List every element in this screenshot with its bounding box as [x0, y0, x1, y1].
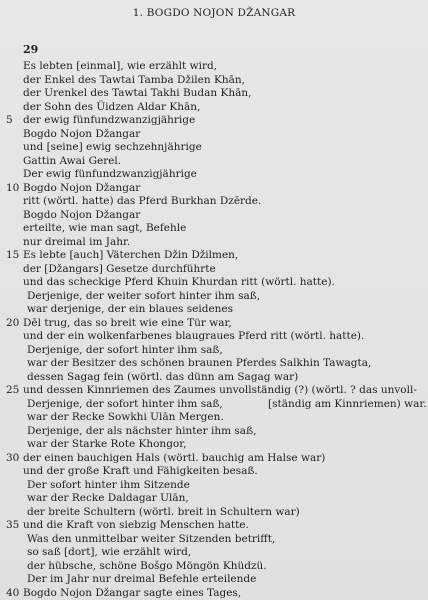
verse-text: Es lebte [auch] Väterchen Džin Džilmen,: [23, 249, 239, 261]
verse-line: [0, 209, 428, 223]
verse-line: [0, 155, 428, 169]
line-number: 10: [6, 181, 20, 194]
verse-text: Gattin Awai Gerel.: [23, 154, 122, 167]
verse-text: Bogdo Nojon Džangar: [23, 208, 141, 221]
verse-line: [0, 438, 428, 452]
verse-text: dessen Sagag fein (wörtl. das dünn am Sagag war): [27, 370, 299, 383]
verse-line: [0, 506, 428, 520]
verse-text: war der Recke Daldagar Ulān,: [27, 492, 189, 504]
line-number: 5: [6, 114, 13, 126]
verse-text: Bogdo Nojon Džangar: [23, 181, 141, 194]
verse-text: Derjenige, der als nächster hinter ihm saß,: [27, 424, 257, 437]
verse-text: und der große Kraft und Fähigkeiten besaß.: [23, 465, 258, 477]
verse-text: der einen bauchigen Hals (wörtl. bauchig am Halse war): [23, 451, 326, 464]
verse-text: Es lebten [einmal], wie erzählt wird,: [23, 60, 218, 72]
verse-line: [0, 384, 428, 398]
line-number: 35: [6, 519, 20, 531]
verse-line: [0, 425, 428, 439]
verse-text: der [Džangars] Gesetze durchführte: [23, 262, 216, 275]
line-number: 30: [6, 451, 20, 464]
verse-line: [0, 249, 428, 263]
verse-line: [0, 236, 428, 250]
verse-text: war derjenige, der ein blaues seidenes: [27, 303, 234, 315]
verse-text: der Urenkel des Tawtai Takhi Budan Khān,: [23, 87, 252, 99]
verse-text: der Sohn des Üidzen Aldar Khān,: [23, 100, 201, 113]
verse-line: [0, 276, 428, 290]
verse-line: [0, 371, 428, 385]
verse-text: Derjenige, der sofort hinter ihm saß,: [27, 343, 223, 356]
verse-text: nur dreimal im Jahr.: [23, 235, 131, 248]
verse-line: [0, 168, 428, 182]
verse-text: so saß [dort], wie erzählt wird,: [27, 546, 192, 558]
verse-line: [0, 222, 428, 236]
verse-line: [0, 533, 428, 547]
verse-text: und [seine] ewig sechzehnjährige: [23, 141, 202, 153]
verse-line: [0, 587, 428, 600]
verse-line: [0, 546, 428, 560]
line-number: 20: [6, 316, 20, 329]
verse-line: [0, 411, 428, 425]
verse-text: der ewig fünfundzwanzigjährige: [23, 114, 196, 126]
line-number: 15: [6, 249, 20, 261]
verse-text: und das scheckige Pferd Khuin Khurdan ritt (wörtl. hatte).: [23, 276, 335, 288]
verse-text: Was den unmittelbar weiter Sitzenden betrifft,: [27, 532, 276, 545]
verse-text: ritt (wörtl. hatte) das Pferd Burkhan Dzērde.: [23, 195, 262, 207]
verse-line: [0, 195, 428, 209]
verse-continuation: [ständig am Kinnriemen) war.: [268, 397, 427, 410]
verse-line: [0, 182, 428, 196]
verse-line: [0, 479, 428, 493]
verse-line: [0, 519, 428, 533]
verse-line: [0, 101, 428, 115]
verse-line: [0, 317, 428, 331]
verse-text: Dēl trug, das so breit wie eine Tür war,: [23, 316, 232, 329]
verse-text: Derjenige, der sofort hinter ihm saß,: [27, 397, 223, 410]
verse-text: der hübsche, schöne Bošgo Möngön Khüdzü.: [27, 559, 267, 572]
verse-line: [0, 573, 428, 587]
verse-text: Der ewig fünfundzwanzigjährige: [23, 168, 197, 180]
verse-text: der Enkel des Tawtai Tamba Džilen Khān,: [23, 73, 245, 86]
verse-text: Bogdo Nojon Džangar: [23, 127, 141, 140]
verse-line: [0, 465, 428, 479]
verse-line: [0, 290, 428, 304]
line-number: 40: [6, 586, 20, 599]
verse-line: [0, 452, 428, 466]
verse-text: und die Kraft von siebzig Menschen hatte.: [23, 519, 249, 531]
verse-line: [0, 128, 428, 142]
verse-text: war der Recke Sowkhi Ulān Mergen.: [27, 411, 224, 423]
verse-text: war der Besitzer des schönen braunen Pferdes Salkhin Tawagta,: [27, 357, 372, 369]
verse-text: der breite Schultern (wörtl. breit in Schultern war): [27, 505, 300, 518]
chapter-heading: 1. BOGDO NOJON DŽANGAR: [132, 7, 296, 19]
verse-text: und der ein wolkenfarbenes blaugraues Pferd ritt (wörtl. hatte).: [23, 330, 365, 342]
verse-line: [0, 263, 428, 277]
line-number: 25: [6, 384, 20, 396]
verse-line: [0, 141, 428, 155]
verse-line: [0, 303, 428, 317]
verse-text: war der Starke Rote Khongor,: [27, 438, 187, 450]
verse-text: Derjenige, der weiter sofort hinter ihm saß,: [27, 289, 261, 302]
verse-line: [0, 114, 428, 128]
verse-text: Der im Jahr nur dreimal Befehle erteilende: [27, 573, 257, 585]
verse-line: [0, 398, 428, 412]
verse-text: Der sofort hinter ihm Sitzende: [27, 478, 190, 491]
verse-line: [0, 87, 428, 101]
verse-line: [0, 344, 428, 358]
verse-line: [0, 357, 428, 371]
verse-line: [0, 492, 428, 506]
section-number: 29: [23, 43, 39, 56]
verse-text: und dessen Kinnriemen des Zaumes unvollständig (?) (wörtl. ? das unvoll-: [23, 384, 417, 396]
verse-line: [0, 60, 428, 74]
verse-line: [0, 560, 428, 574]
verse-line: [0, 74, 428, 88]
verse-lines: [0, 60, 428, 600]
verse-text: Bogdo Nojon Džangar sagte eines Tages,: [23, 586, 242, 599]
verse-line: [0, 330, 428, 344]
verse-text: erteilte, wie man sagt, Befehle: [23, 222, 187, 234]
